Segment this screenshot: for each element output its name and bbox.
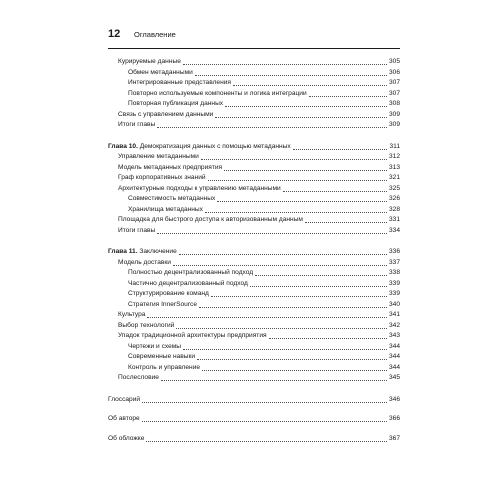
toc-entry[interactable] (108, 173, 400, 184)
entry-title: Связь с управлением данными (118, 110, 214, 118)
toc-entry[interactable] (108, 120, 400, 131)
entry-title: Глоссарий (108, 395, 141, 403)
toc-entry-label (128, 194, 215, 205)
dot-leader (224, 169, 387, 171)
dot-leader (309, 95, 387, 97)
toc-entry-label (118, 173, 206, 184)
toc-page-number: 309 (388, 121, 400, 128)
toc-page-number: 309 (388, 110, 400, 118)
dot-leader (215, 116, 387, 118)
toc-page-number: 307 (388, 89, 400, 97)
toc-page-number: 305 (388, 58, 400, 65)
dot-leader (195, 74, 387, 76)
toc-entry[interactable] (108, 310, 400, 321)
toc-page-number: 339 (388, 279, 400, 287)
toc-entry-label (118, 310, 145, 321)
entry-title: Об авторе (108, 415, 140, 422)
toc-entry-label (128, 289, 209, 300)
entry-title: Модель метаданных предприятия (118, 163, 223, 171)
toc-entry-label (128, 342, 181, 353)
entry-title: Выбор технологий (118, 321, 175, 329)
entry-title: Стратегия InnerSource (128, 300, 197, 308)
group-spacer (108, 405, 400, 414)
toc-page-number: 337 (388, 258, 400, 266)
entry-title: Культура (118, 311, 146, 318)
dot-leader (142, 420, 387, 422)
toc-entry-label (128, 279, 248, 290)
dot-leader (202, 369, 387, 371)
toc-page-number: 338 (388, 269, 400, 276)
toc-page-number: 343 (388, 332, 400, 339)
toc-page-number: 326 (388, 195, 400, 202)
toc-entry-label (108, 247, 177, 258)
dot-leader (269, 337, 387, 339)
toc-entry-label (128, 78, 231, 89)
toc-page-number: 331 (388, 216, 400, 223)
toc-page-number: 308 (388, 100, 400, 107)
entry-title: Итоги главы (118, 121, 156, 128)
toc-entry[interactable] (108, 268, 400, 279)
toc-page-number: 344 (388, 353, 400, 360)
entry-title: Курируемые данные (118, 58, 181, 65)
toc-entry-label (108, 434, 144, 445)
toc-page-number: 344 (388, 342, 400, 350)
toc-page-number: 313 (388, 163, 400, 171)
toc-entry[interactable] (108, 89, 400, 100)
toc-page-number: 328 (388, 205, 400, 213)
toc-page-number: 339 (388, 290, 400, 297)
dot-leader (201, 158, 387, 160)
entry-title: Полностью децентрализованный подход (128, 269, 254, 276)
toc-page-number: 336 (388, 248, 400, 255)
toc-entry-label (118, 321, 174, 332)
toc-entry[interactable] (108, 331, 400, 342)
entry-title: Итоги главы (118, 226, 156, 234)
toc-entry[interactable] (108, 289, 400, 300)
entry-title: Повторно используемые компоненты и логика интеграции (128, 89, 307, 97)
toc-entry[interactable] (108, 321, 400, 332)
dot-leader (183, 63, 387, 65)
toc-entry[interactable] (108, 152, 400, 163)
table-of-contents (108, 57, 400, 444)
dot-leader (225, 105, 387, 107)
group-spacer (108, 384, 400, 395)
toc-entry[interactable] (108, 68, 400, 79)
dot-leader (197, 358, 387, 360)
entry-title: Чертежи и схемы (128, 342, 182, 350)
dot-leader (293, 148, 388, 150)
dot-leader (283, 190, 387, 192)
toc-page-number: 307 (388, 79, 400, 86)
entry-title: Современные навыки (128, 353, 196, 360)
toc-entry[interactable] (108, 300, 400, 311)
toc-entry[interactable] (108, 110, 400, 121)
toc-chapter-entry[interactable] (108, 434, 400, 445)
dot-leader (142, 401, 387, 403)
entry-title: Структурирование команд (128, 290, 209, 297)
dot-leader (305, 221, 387, 223)
entry-title: Хранилища метаданных (128, 205, 203, 213)
dot-leader (146, 440, 387, 442)
toc-entry-label (128, 363, 200, 374)
toc-entry[interactable] (108, 215, 400, 226)
toc-entry-label (128, 99, 223, 110)
chapter-number: Глава 11. (108, 248, 138, 255)
toc-entry[interactable] (108, 342, 400, 353)
group-spacer (108, 425, 400, 434)
dot-leader (183, 348, 387, 350)
toc-page-number: 312 (388, 153, 400, 160)
toc-page-number: 342 (388, 321, 400, 329)
toc-page-number: 321 (388, 174, 400, 181)
toc-entry-label (128, 300, 197, 311)
toc-page-number: 344 (388, 363, 400, 371)
toc-entry[interactable] (108, 258, 400, 269)
dot-leader (179, 253, 387, 255)
toc-entry[interactable] (108, 352, 400, 363)
page-number: 12 (108, 28, 121, 40)
toc-page-number: 334 (388, 226, 400, 234)
dot-leader (147, 316, 387, 318)
entry-title: Интегрированные представления (128, 79, 231, 86)
toc-entry[interactable] (108, 373, 400, 384)
entry-title: Архитектурные подходы к управлению метаданными (118, 184, 281, 192)
toc-entry[interactable] (108, 363, 400, 374)
group-spacer (108, 236, 400, 247)
running-head: Оглавление (134, 30, 176, 39)
entry-title: Контроль и управление (128, 363, 201, 371)
toc-entry-label (128, 89, 307, 100)
dot-leader (157, 232, 387, 234)
toc-entry-label (118, 226, 155, 237)
toc-entry[interactable] (108, 78, 400, 89)
entry-title: Управление метаданными (118, 153, 199, 160)
entry-title: Заключение (139, 248, 177, 255)
toc-entry[interactable] (108, 226, 400, 237)
toc-entry-label (118, 373, 159, 384)
toc-entry-label (118, 331, 267, 342)
dot-leader (217, 200, 387, 202)
toc-page-number: 341 (388, 311, 400, 318)
toc-entry[interactable] (108, 57, 400, 68)
toc-page-number: 346 (388, 395, 400, 403)
toc-entry-label (118, 110, 213, 121)
toc-entry[interactable] (108, 279, 400, 290)
toc-entry[interactable] (108, 205, 400, 216)
entry-title: Частично децентрализованный подход (128, 279, 248, 287)
toc-chapter-entry[interactable] (108, 247, 400, 258)
entry-title: Площадка для быстрого доступа к авторизованным данным (118, 216, 303, 223)
toc-entry[interactable] (108, 99, 400, 110)
toc-entry-label (118, 163, 222, 174)
entry-title: Повторная публикация данных (128, 100, 224, 107)
dot-leader (161, 379, 387, 381)
toc-entry-label (128, 205, 203, 216)
toc-page-number: 366 (388, 415, 400, 422)
toc-entry-label (128, 68, 193, 79)
page-header (108, 22, 400, 49)
entry-title: Граф корпоративных знаний (118, 174, 206, 181)
toc-entry-label (118, 184, 281, 195)
toc-chapter-entry[interactable] (108, 414, 400, 425)
entry-title: Послесловие (118, 374, 159, 381)
toc-entry[interactable] (108, 184, 400, 195)
group-spacer (108, 131, 400, 142)
chapter-number: Глава 10. (108, 142, 138, 150)
toc-entry-label (118, 152, 199, 163)
entry-title: Демократизация данных с помощью метаданных (139, 142, 291, 150)
toc-entry[interactable] (108, 194, 400, 205)
entry-title: Модель доставки (118, 258, 171, 266)
toc-page-number: 311 (389, 142, 400, 150)
toc-page-number: 306 (388, 68, 400, 76)
toc-entry-label (108, 142, 291, 153)
toc-entry[interactable] (108, 163, 400, 174)
dot-leader (176, 327, 387, 329)
dot-leader (208, 179, 387, 181)
toc-entry-label (108, 395, 140, 406)
toc-entry-label (118, 57, 181, 68)
entry-title: Упадок традиционной архитектуры предприятия (118, 332, 267, 339)
toc-entry-label (118, 120, 155, 131)
toc-entry-label (108, 414, 140, 425)
toc-page-number: 325 (388, 184, 400, 192)
entry-title: Совместимость метаданных (128, 195, 216, 202)
toc-page-number: 340 (388, 300, 400, 308)
toc-chapter-entry[interactable] (108, 395, 400, 406)
toc-entry-label (118, 215, 303, 226)
dot-leader (255, 274, 387, 276)
entry-title: Обмен метаданными (128, 68, 193, 76)
toc-page-number: 367 (388, 434, 400, 442)
dot-leader (157, 126, 387, 128)
entry-title: Об обложке (108, 434, 145, 442)
dot-leader (250, 285, 387, 287)
toc-entry-label (128, 352, 195, 363)
dot-leader (205, 211, 387, 213)
dot-leader (233, 84, 387, 86)
toc-entry-label (128, 268, 253, 279)
toc-entry-label (118, 258, 171, 269)
dot-leader (199, 306, 387, 308)
dot-leader (173, 264, 387, 266)
toc-page-number: 345 (388, 374, 400, 381)
dot-leader (211, 295, 387, 297)
toc-chapter-entry[interactable] (108, 142, 400, 153)
